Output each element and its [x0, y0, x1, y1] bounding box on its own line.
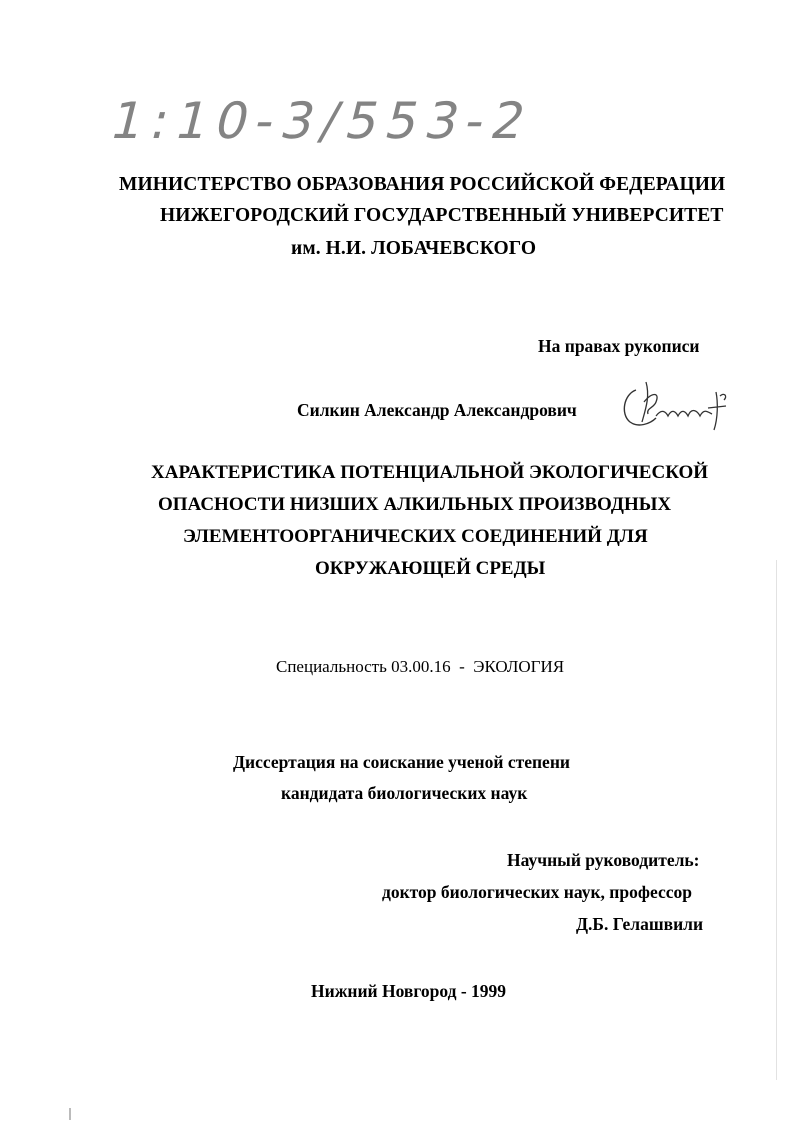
- ministry-line: МИНИСТЕРСТВО ОБРАЗОВАНИЯ РОССИЙСКОЙ ФЕДЕРАЦИИ: [119, 174, 726, 195]
- university-line: НИЖЕГОРОДСКИЙ ГОСУДАРСТВЕННЫЙ УНИВЕРСИТЕТ: [160, 205, 724, 226]
- manuscript-rights: На правах рукописи: [538, 336, 700, 356]
- title-line-4: ОКРУЖАЮЩЕЙ СРЕДЫ: [315, 558, 546, 579]
- specialty-line: Специальность 03.00.16 - ЭКОЛОГИЯ: [276, 657, 565, 676]
- author-signature: [616, 378, 736, 434]
- supervisor-rank: доктор биологических наук, профессор: [382, 882, 692, 902]
- scan-edge-artifact-right: [776, 560, 777, 1080]
- title-line-2: ОПАСНОСТИ НИЗШИХ АЛКИЛЬНЫХ ПРОИЗВОДНЫХ: [158, 494, 672, 515]
- title-line-1: ХАРАКТЕРИСТИКА ПОТЕНЦИАЛЬНОЙ ЭКОЛОГИЧЕСКОЙ: [151, 462, 709, 483]
- place-year: Нижний Новгород - 1999: [311, 981, 507, 1001]
- title-line-3: ЭЛЕМЕНТООРГАНИЧЕСКИХ СОЕДИНЕНИЙ ДЛЯ: [183, 526, 648, 547]
- scan-edge-artifact: [69, 1108, 71, 1120]
- author-name: Силкин Александр Александрович: [297, 400, 577, 420]
- archive-number-handwritten: 1:10-3/553-2: [104, 92, 540, 150]
- university-name-line: им. Н.И. ЛОБАЧЕВСКОГО: [291, 238, 537, 259]
- supervisor-name: Д.Б. Гелашвили: [576, 914, 704, 934]
- supervisor-label: Научный руководитель:: [507, 850, 700, 870]
- degree-line-1: Диссертация на соискание ученой степени: [233, 752, 570, 772]
- degree-line-2: кандидата биологических наук: [281, 783, 528, 803]
